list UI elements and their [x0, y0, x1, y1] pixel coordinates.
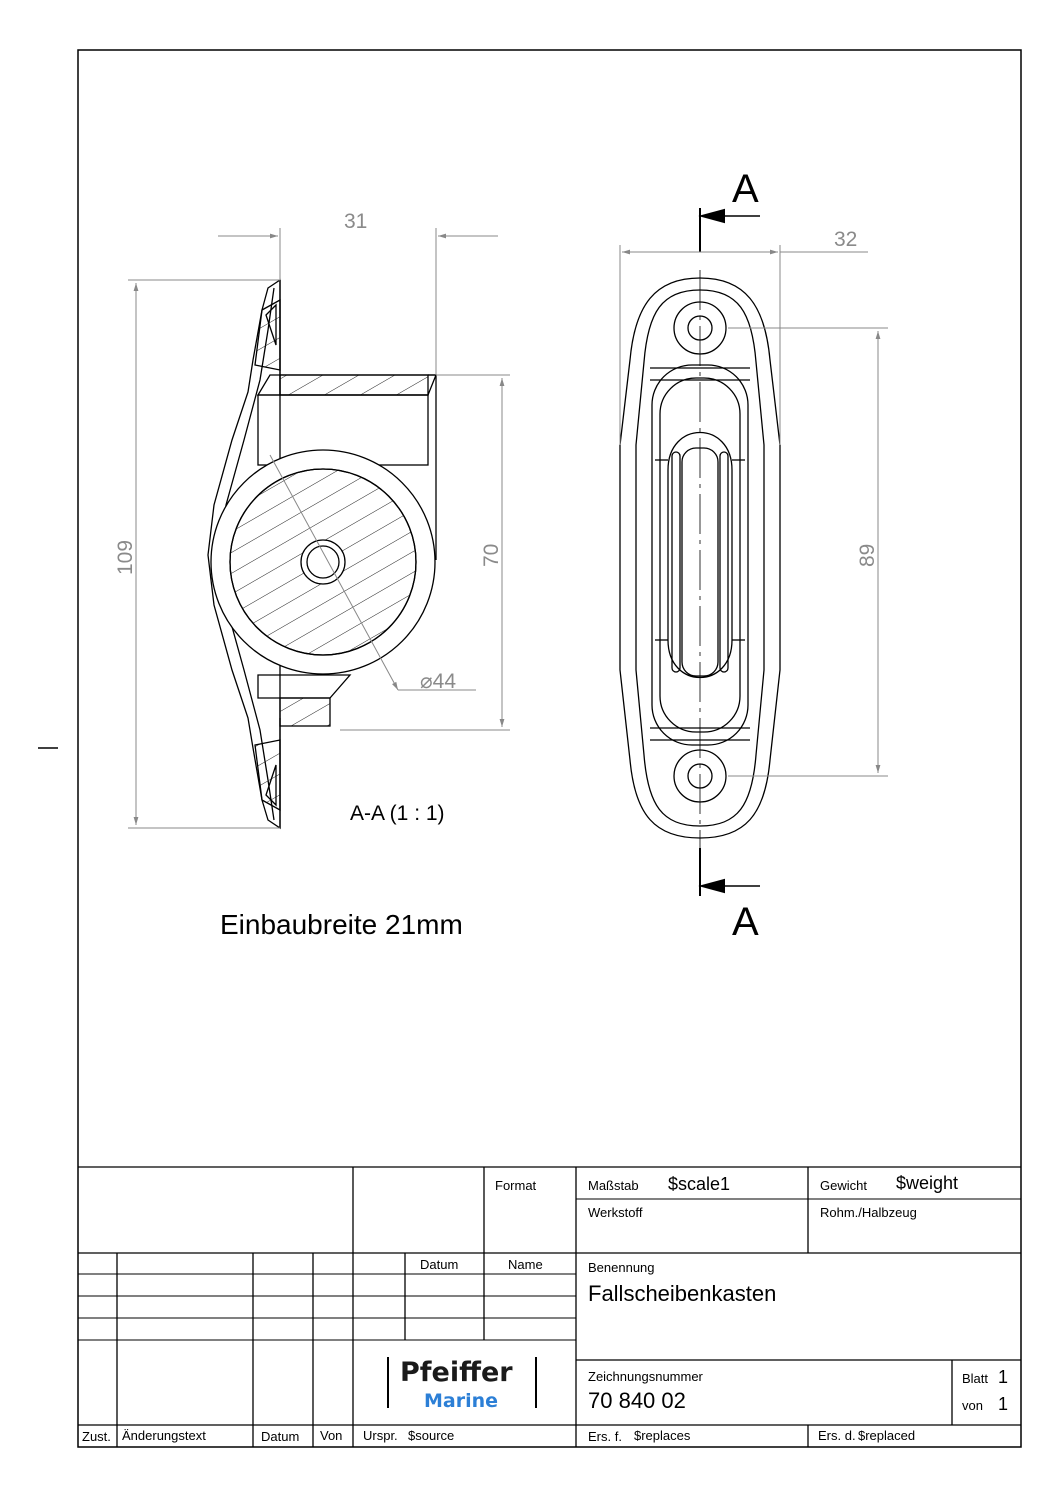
- sheet-frame: [78, 50, 1021, 1447]
- dim-89: 89: [856, 543, 879, 567]
- zeichnungsnummer-label: Zeichnungsnummer: [588, 1369, 703, 1384]
- dim-32: 32: [834, 228, 858, 251]
- dim-diameter-44: ⌀44: [420, 670, 457, 693]
- logo-marine: Marine: [424, 1390, 499, 1412]
- ersf-label: Ers. f.: [588, 1429, 622, 1444]
- benennung-label: Benennung: [588, 1260, 655, 1275]
- dim-70: 70: [480, 543, 503, 567]
- ersf-value: $replaces: [634, 1428, 691, 1443]
- dim-31: 31: [344, 210, 368, 233]
- benennung-value: Fallscheibenkasten: [588, 1281, 777, 1306]
- urspr-label: Urspr.: [363, 1428, 398, 1443]
- von2-label: Von: [320, 1428, 343, 1443]
- massstab-label: Maßstab: [588, 1178, 639, 1193]
- logo-pfeiffer: Pfeiffer: [400, 1357, 513, 1388]
- blatt-value: 1: [998, 1367, 1009, 1387]
- section-label: A-A (1 : 1): [350, 802, 445, 825]
- section-cut-line: [700, 208, 760, 896]
- blatt-label: Blatt: [962, 1371, 989, 1386]
- format-label: Format: [495, 1178, 537, 1193]
- zeichnungsnummer-value: 70 840 02: [588, 1388, 686, 1413]
- datum2-label: Datum: [261, 1429, 300, 1444]
- zust-label: Zust.: [82, 1429, 111, 1444]
- pfeiffer-marine-logo: [388, 1357, 536, 1412]
- section-view-a-a: [208, 280, 436, 828]
- name-label: Name: [508, 1257, 543, 1272]
- ersd-value: $replaced: [858, 1428, 916, 1443]
- von-label: von: [962, 1398, 983, 1413]
- aenderungstext-label: Änderungstext: [122, 1428, 206, 1443]
- ersd-label: Ers. d.: [818, 1428, 856, 1443]
- urspr-value: $source: [408, 1428, 455, 1443]
- section-marker-top: A: [732, 167, 759, 211]
- dim-109: 109: [114, 539, 137, 575]
- section-marker-bottom: A: [732, 900, 759, 944]
- massstab-value: $scale1: [668, 1174, 731, 1194]
- von-value: 1: [998, 1394, 1009, 1414]
- gewicht-label: Gewicht: [820, 1178, 867, 1193]
- rohm-label: Rohm./Halbzeug: [820, 1205, 917, 1220]
- datum-label: Datum: [420, 1257, 459, 1272]
- note-einbaubreite: Einbaubreite 21mm: [220, 909, 463, 940]
- gewicht-value: $weight: [896, 1173, 959, 1193]
- werkstoff-label: Werkstoff: [588, 1205, 643, 1220]
